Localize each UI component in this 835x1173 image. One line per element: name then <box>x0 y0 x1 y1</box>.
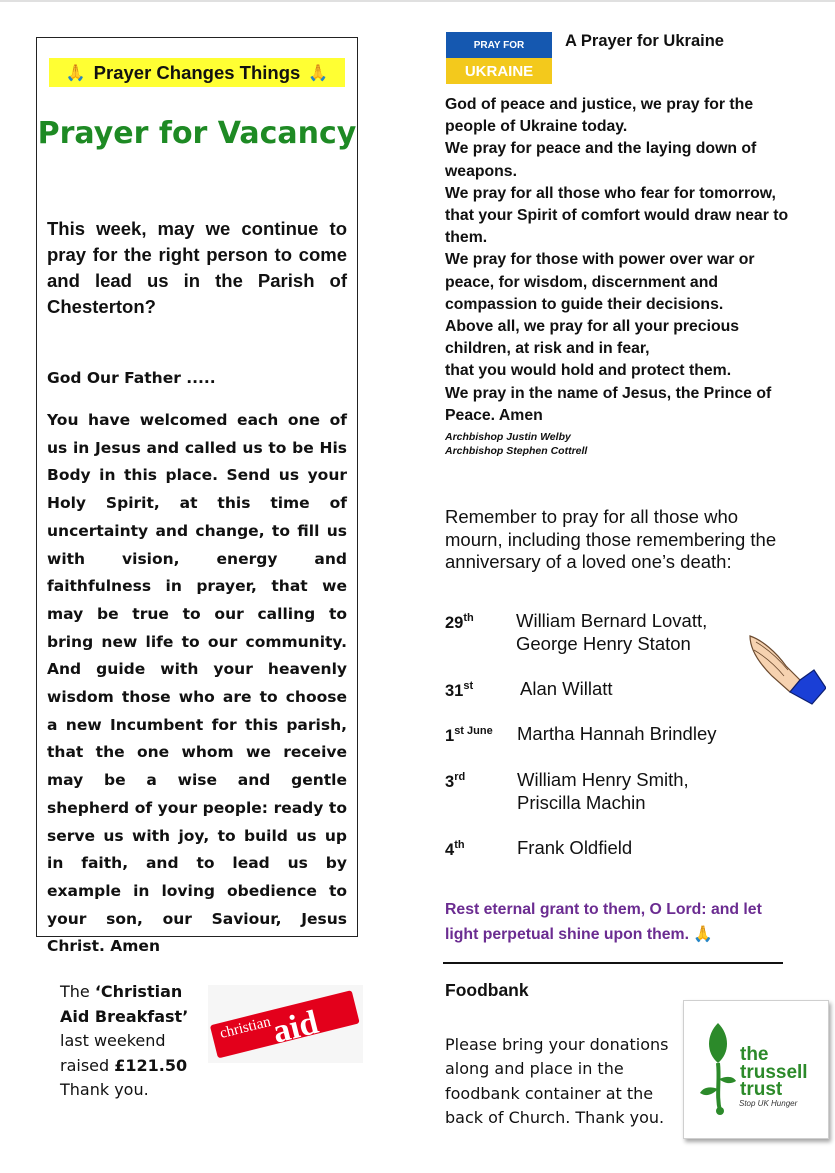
entry-names: William Bernard Lovatt, George Henry Staton <box>516 610 708 654</box>
entry-names: William Henry Smith, Priscilla Machin <box>517 769 689 813</box>
trussell-tagline: Stop UK Hunger <box>739 1099 798 1108</box>
ca-thank-you: Thank you. <box>60 1080 149 1099</box>
christian-aid-logo <box>208 985 363 1063</box>
foodbank-text: Please bring your donations along and place in the foodbank container at the back of Church. Thank you. <box>445 1035 669 1127</box>
rest-eternal-words: Rest eternal grant to them, O Lord: and let light perpetual shine upon them. <box>445 901 762 943</box>
vacancy-prayer-text: You have welcomed each one of us in Jesus and called us to be His Body in this place. Send us your Holy Spirit, at this time of uncertainty and change, to fill us with vision, energy and faithfulness in prayer, that we may be true to our calling to bring new life to our community. And guide with your heavenly wisdom those who are to choose a new Incumbent for this parish, that the one whom we receive may be a wise and gentle shepherd of your people: ready to serve us with joy, to build us up in faith, and to lead us by example in loving obedience to your son, our Saviour, Jesus Christ. Amen <box>47 411 347 956</box>
entry-date: 3rd <box>445 771 466 791</box>
ca-logo-top: christian <box>218 1013 273 1042</box>
entry-names: Martha Hannah Brindley <box>517 723 717 744</box>
praying-hands-icon: 🙏 <box>65 64 86 82</box>
ukraine-line: God of peace and justice, we pray for the people of Ukraine today. <box>445 96 754 136</box>
ca-logo-bottom: aid <box>269 1003 322 1051</box>
signature-welby: Archbishop Justin Welby <box>445 431 571 443</box>
ca-text-aid-breakfast: Aid Breakfast’ <box>60 1006 189 1026</box>
ukraine-line: We pray for all those who fear for tomorrow, that your Spirit of comfort would draw near to them. <box>445 184 789 247</box>
vacancy-title: Prayer for Vacancy <box>37 116 357 151</box>
pray-for-ukraine-logo <box>446 32 552 84</box>
ukraine-line: We pray for those with power over war or peace, for wisdom, discernment and compassion to guide their decisions. <box>445 251 755 313</box>
ukraine-prayer-title: A Prayer for Ukraine <box>565 32 724 50</box>
entry-names: Frank Oldfield <box>517 837 633 858</box>
signature-cottrell: Archbishop Stephen Cottrell <box>445 445 588 457</box>
banner-text: Prayer Changes Things <box>93 61 301 83</box>
trussell-word-trussell: trussell <box>740 1062 808 1083</box>
ca-text-raised: raised <box>60 1055 115 1075</box>
prayer-changes-things-banner <box>49 58 345 87</box>
trussell-word-trust: trust <box>740 1079 783 1100</box>
trussell-word-the: the <box>740 1044 769 1065</box>
god-our-father-line: God Our Father ..... <box>47 369 216 387</box>
pfu-logo-bottom: UKRAINE <box>446 58 552 84</box>
entry-names: Alan Willatt <box>520 678 613 699</box>
ukraine-signatures <box>445 430 587 458</box>
vacancy-intro: This week, may we continue to pray for the right person to come and lead us in the Parish of Chesterton? <box>47 218 347 317</box>
ukraine-prayer-text <box>445 94 790 427</box>
ukraine-line: We pray in the name of Jesus, the Prince of Peace. Amen <box>445 384 772 424</box>
entry-date: 4th <box>445 839 465 859</box>
entry-date: 31st <box>445 680 474 700</box>
top-border <box>0 0 835 2</box>
ukraine-line: Above all, we pray for all your precious children, at risk and in fear, <box>445 318 740 358</box>
ukraine-line: We pray for peace and the laying down of weapons. <box>445 140 757 180</box>
christian-aid-note <box>60 980 188 1103</box>
pfu-logo-top: PRAY FOR <box>446 32 552 58</box>
ca-text-last-weekend: last weekend <box>60 1031 166 1050</box>
entry-date: 29th <box>445 612 474 632</box>
trussell-trust-logo <box>683 1000 829 1139</box>
ca-amount: £121.50 <box>114 1055 188 1075</box>
praying-hands-icon: 🙏 <box>693 926 714 943</box>
ca-text-the: The <box>60 982 95 1001</box>
entry-date: $1^{st June}$ <box>445 725 493 745</box>
remembrance-intro: Remember to pray for all those who mourn, including those remembering the anniversary of a loved one’s death: <box>445 506 777 572</box>
ca-text-christian: ‘Christian <box>94 982 183 1001</box>
trussell-trust-leaf-icon <box>698 1019 738 1115</box>
ukraine-line: that you would hold and protect them. <box>445 362 732 380</box>
foodbank-title: Foodbank <box>445 980 529 1000</box>
praying-hands-icon: 🙏 <box>308 64 329 82</box>
vacancy-prayer-box <box>36 37 358 956</box>
praying-hands-icon <box>742 630 826 716</box>
section-divider <box>443 962 783 964</box>
rest-eternal-text <box>445 897 795 947</box>
